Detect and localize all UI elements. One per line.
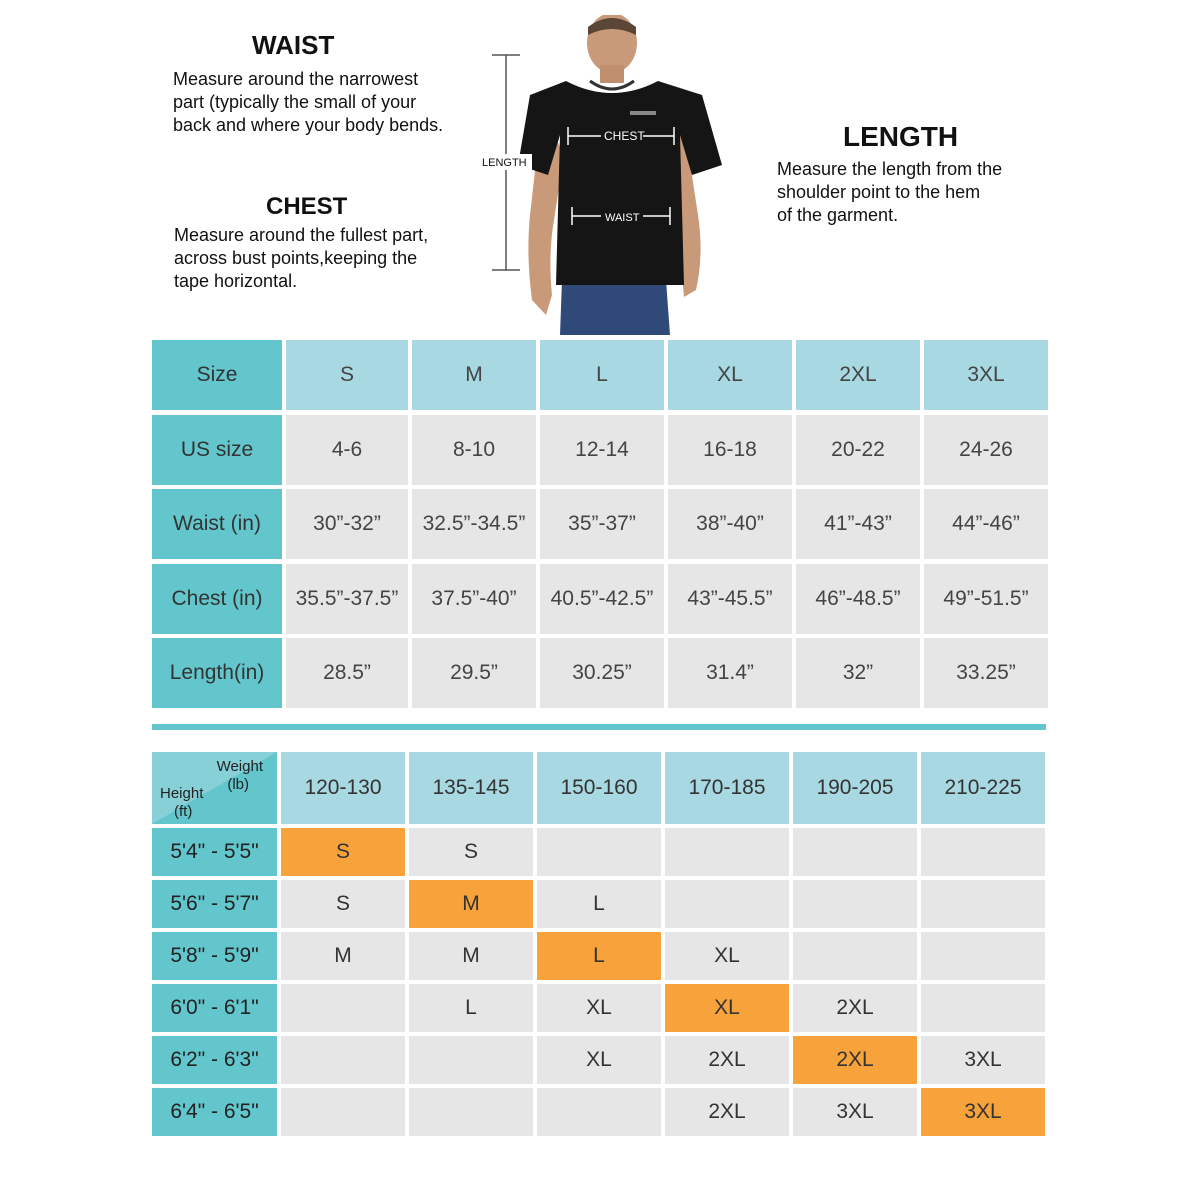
size-cell: 12-14: [540, 415, 664, 485]
fit-chart-table: [152, 752, 1046, 1140]
size-chart-table: [152, 340, 1046, 713]
size-header-cell: S: [286, 340, 408, 410]
weight-header-cell: 170-185: [665, 752, 789, 824]
size-cell: 38”-40”: [668, 489, 792, 559]
fit-size-cell: [793, 880, 917, 928]
fit-table-row: [152, 1088, 1046, 1136]
weight-unit-label: (lb): [227, 776, 249, 793]
size-cell: 20-22: [796, 415, 920, 485]
fit-size-cell: [793, 932, 917, 980]
size-cell: 33.25”: [924, 638, 1048, 708]
length-description: [777, 158, 1002, 227]
fit-size-cell: [665, 880, 789, 928]
recommended-size-cell: M: [409, 880, 533, 928]
size-cell: 30”-32”: [286, 489, 408, 559]
fit-size-cell: [537, 1088, 661, 1136]
waist-description: [173, 68, 443, 137]
weight-header-cell: 150-160: [537, 752, 661, 824]
size-header-cell: L: [540, 340, 664, 410]
size-row-chest: [152, 564, 1046, 634]
fit-header-row: [152, 752, 1046, 824]
size-cell: 46”-48.5”: [796, 564, 920, 634]
fit-size-cell: [409, 1036, 533, 1084]
model-illustration: [470, 15, 740, 335]
chest-desc-line: across bust points,keeping the: [174, 248, 418, 268]
size-cell: 29.5”: [412, 638, 536, 708]
weight-header-cell: 210-225: [921, 752, 1045, 824]
fit-size-cell: XL: [537, 984, 661, 1032]
size-row-label: Chest (in): [152, 564, 282, 634]
fit-size-cell: M: [409, 932, 533, 980]
fit-size-cell: 2XL: [665, 1088, 789, 1136]
size-cell: 30.25”: [540, 638, 664, 708]
weight-header-cell: 135-145: [409, 752, 533, 824]
height-range-label: 6'2" - 6'3": [152, 1036, 277, 1084]
fit-size-cell: 2XL: [665, 1036, 789, 1084]
chest-figure-label: CHEST: [604, 129, 645, 143]
fit-size-cell: 2XL: [793, 984, 917, 1032]
size-cell: 31.4”: [668, 638, 792, 708]
recommended-size-cell: 2XL: [793, 1036, 917, 1084]
size-header-cell: M: [412, 340, 536, 410]
fit-size-cell: L: [537, 880, 661, 928]
fit-size-cell: [281, 984, 405, 1032]
length-desc-line: of the garment.: [777, 205, 899, 225]
fit-table-row: [152, 880, 1046, 928]
fit-size-cell: 3XL: [793, 1088, 917, 1136]
fit-table-row: [152, 828, 1046, 876]
size-header-cell: 2XL: [796, 340, 920, 410]
size-header-row: [152, 340, 1046, 410]
size-cell: 35”-37”: [540, 489, 664, 559]
size-header-label: Size: [152, 340, 282, 410]
size-cell: 37.5”-40”: [412, 564, 536, 634]
fit-size-cell: S: [409, 828, 533, 876]
waist-desc-line: part (typically the small of your: [173, 92, 417, 112]
weight-header-cell: 190-205: [793, 752, 917, 824]
fit-size-cell: M: [281, 932, 405, 980]
fit-size-cell: [921, 828, 1045, 876]
fit-table-row: [152, 984, 1046, 1032]
fit-size-cell: [921, 880, 1045, 928]
size-cell: 32.5”-34.5”: [412, 489, 536, 559]
chest-desc-line: tape horizontal.: [174, 271, 298, 291]
fit-size-cell: [281, 1036, 405, 1084]
size-cell: 24-26: [924, 415, 1048, 485]
fit-size-cell: [665, 828, 789, 876]
size-cell: 43”-45.5”: [668, 564, 792, 634]
recommended-size-cell: S: [281, 828, 405, 876]
height-range-label: 5'6" - 5'7": [152, 880, 277, 928]
height-range-label: 6'4" - 6'5": [152, 1088, 277, 1136]
fit-size-cell: 3XL: [921, 1036, 1045, 1084]
size-cell: 40.5”-42.5”: [540, 564, 664, 634]
weight-header-cell: 120-130: [281, 752, 405, 824]
height-range-label: 6'0" - 6'1": [152, 984, 277, 1032]
size-cell: 49”-51.5”: [924, 564, 1048, 634]
fit-size-cell: XL: [537, 1036, 661, 1084]
size-cell: 16-18: [668, 415, 792, 485]
size-cell: 41”-43”: [796, 489, 920, 559]
size-header-cell: XL: [668, 340, 792, 410]
section-divider: [152, 724, 1046, 730]
recommended-size-cell: 3XL: [921, 1088, 1045, 1136]
recommended-size-cell: XL: [665, 984, 789, 1032]
fit-size-cell: [409, 1088, 533, 1136]
fit-size-cell: [281, 1088, 405, 1136]
size-cell: 4-6: [286, 415, 408, 485]
recommended-size-cell: L: [537, 932, 661, 980]
weight-axis-label: Weight: [216, 758, 263, 775]
size-row-label: Waist (in): [152, 489, 282, 559]
tshirt-figure: [470, 15, 740, 335]
height-axis-label: Height: [160, 785, 204, 802]
size-cell: 44”-46”: [924, 489, 1048, 559]
fit-table-row: [152, 932, 1046, 980]
size-cell: 8-10: [412, 415, 536, 485]
fit-size-cell: [537, 828, 661, 876]
chest-heading: CHEST: [266, 193, 348, 220]
size-row-waist: [152, 489, 1046, 559]
fit-size-cell: [793, 828, 917, 876]
length-heading: LENGTH: [843, 121, 959, 152]
chest-description: [174, 224, 428, 293]
waist-desc-line: Measure around the narrowest: [173, 69, 419, 89]
size-header-cell: 3XL: [924, 340, 1048, 410]
fit-size-cell: S: [281, 880, 405, 928]
fit-corner-cell: [152, 752, 277, 824]
height-unit-label: (ft): [174, 803, 193, 820]
height-range-label: 5'8" - 5'9": [152, 932, 277, 980]
waist-heading: WAIST: [252, 30, 335, 60]
fit-table-row: [152, 1036, 1046, 1084]
waist-figure-label: WAIST: [605, 212, 640, 224]
height-range-label: 5'4" - 5'5": [152, 828, 277, 876]
size-cell: 35.5”-37.5”: [286, 564, 408, 634]
waist-desc-line: back and where your body bends.: [173, 115, 444, 135]
size-row-label: US size: [152, 415, 282, 485]
size-row-us: [152, 415, 1046, 485]
fit-body: [152, 828, 1046, 1136]
length-desc-line: Measure the length from the: [777, 159, 1003, 179]
fit-size-cell: XL: [665, 932, 789, 980]
fit-size-cell: L: [409, 984, 533, 1032]
size-cell: 32”: [796, 638, 920, 708]
size-row-length: [152, 638, 1046, 708]
size-cell: 28.5”: [286, 638, 408, 708]
fit-size-cell: [921, 932, 1045, 980]
chest-desc-line: Measure around the fullest part,: [174, 225, 429, 245]
size-row-label: Length(in): [152, 638, 282, 708]
length-desc-line: shoulder point to the hem: [777, 182, 981, 202]
fit-size-cell: [921, 984, 1045, 1032]
length-figure-label: LENGTH: [482, 157, 527, 169]
